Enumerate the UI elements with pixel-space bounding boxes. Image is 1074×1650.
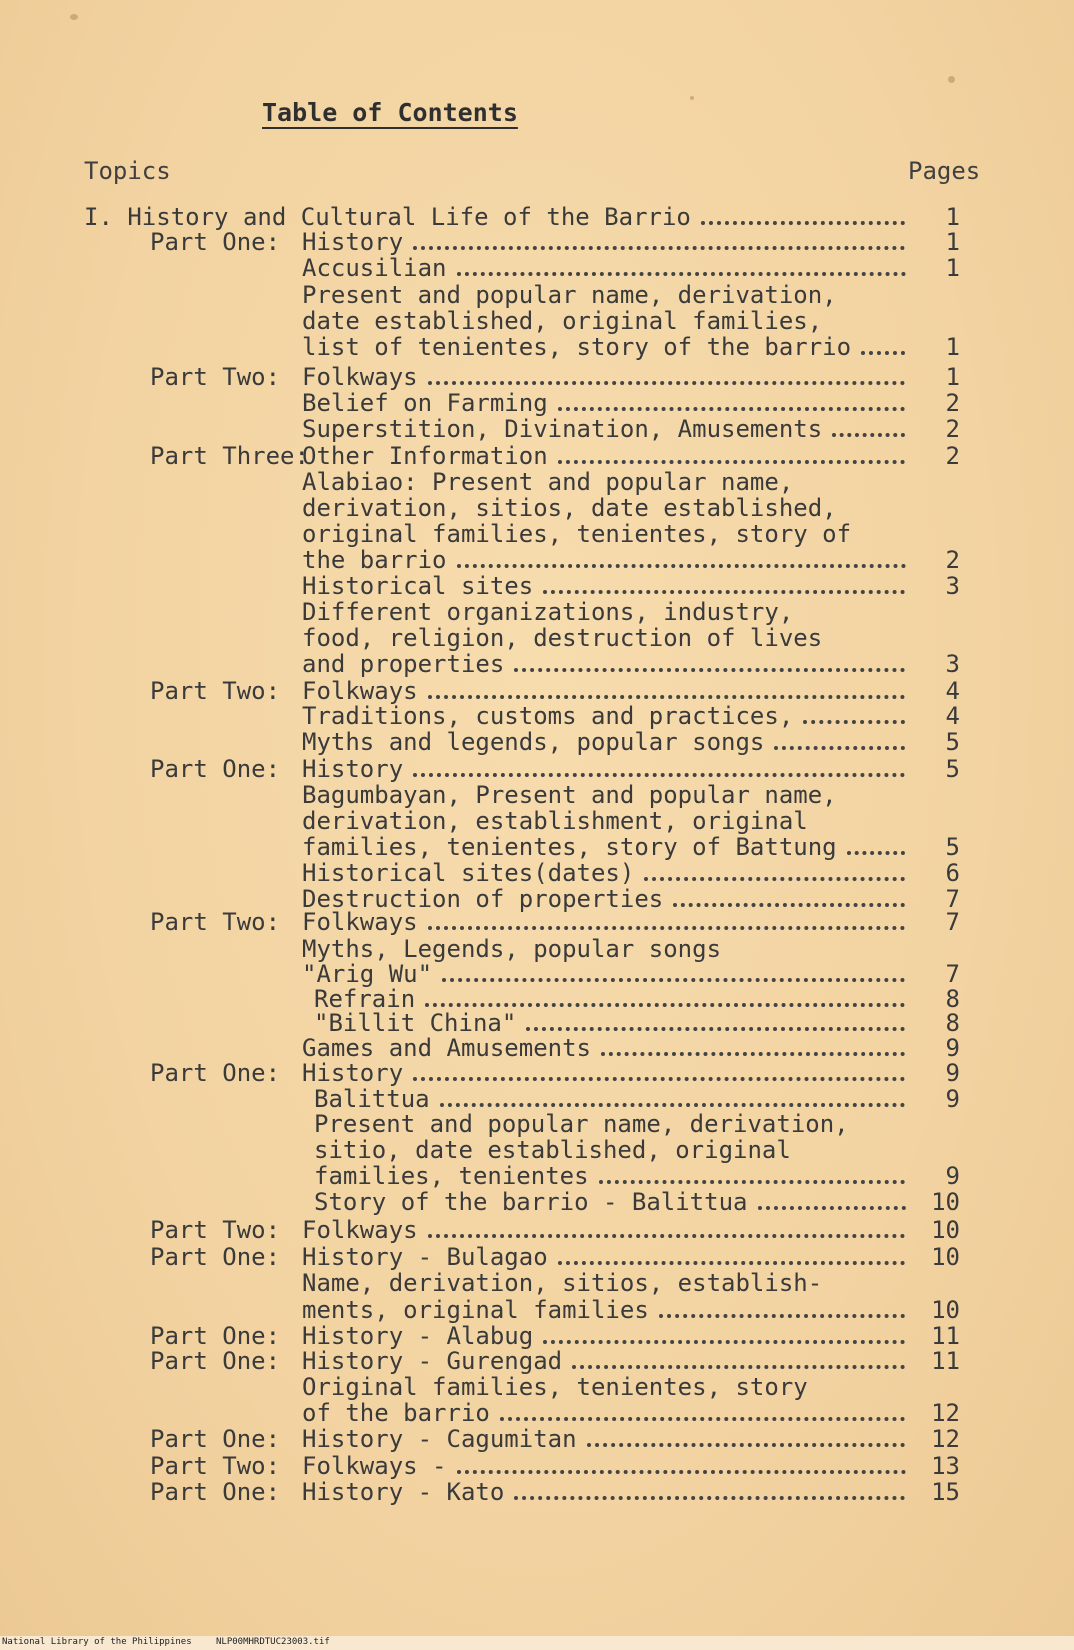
toc-topic: Belief on Farming: [302, 389, 548, 417]
toc-entry: [0, 1244, 1074, 1270]
toc-entry: [0, 1163, 1074, 1189]
toc-entry: [0, 756, 1074, 782]
toc-leader-dots: [413, 767, 905, 777]
toc-page-number: 10: [931, 1188, 960, 1216]
toc-page-number: 13: [931, 1452, 960, 1480]
toc-page-number: 11: [931, 1347, 960, 1375]
toc-entry: [0, 860, 1074, 886]
toc-leader-dots: [514, 1490, 905, 1500]
toc-entry: [0, 909, 1074, 935]
page-title: Table of Contents: [262, 98, 518, 127]
toc-entry: [0, 678, 1074, 704]
toc-leader-dots: [659, 1308, 905, 1318]
toc-entry: [0, 936, 1074, 962]
toc-topic: Present and popular name, derivation,: [314, 1110, 849, 1138]
toc-part-label: Part One:: [150, 755, 281, 783]
toc-leader-dots: [803, 714, 905, 724]
toc-part-label: Part One:: [150, 1243, 281, 1271]
toc-entry: [0, 729, 1074, 755]
toc-leader-dots: [428, 1228, 905, 1238]
toc-topic: Balittua: [314, 1085, 430, 1113]
toc-topic: History - Bulagao: [302, 1243, 548, 1271]
toc-topic: "Arig Wu": [302, 960, 433, 988]
toc-topic: Destruction of properties: [302, 885, 664, 913]
toc-page-number: 5: [945, 833, 960, 861]
toc-entry: [0, 1297, 1074, 1323]
toc-part-label: Part Two:: [150, 908, 281, 936]
toc-topic: Folkways: [302, 1216, 418, 1244]
toc-leader-dots: [673, 897, 905, 907]
toc-topic: date established, original families,: [302, 307, 823, 335]
toc-entry: [0, 229, 1074, 255]
toc-topic: History - Gurengad: [302, 1347, 563, 1375]
toc-topic: I. History and Cultural Life of the Barrio: [84, 203, 691, 231]
toc-topic: Myths, Legends, popular songs: [302, 935, 722, 963]
toc-leader-dots: [847, 845, 905, 855]
toc-entry: [0, 1035, 1074, 1061]
toc-part-label: Part One:: [150, 1322, 281, 1350]
toc-page-number: 1: [945, 203, 960, 231]
toc-leader-dots: [442, 972, 905, 982]
toc-entry: [0, 1086, 1074, 1112]
toc-page-number: 3: [945, 572, 960, 600]
toc-entry: [0, 961, 1074, 987]
toc-page-number: 2: [945, 442, 960, 470]
pages-header: Pages: [908, 157, 981, 185]
footer-file: NLP00MHRDTUC23003.tif: [216, 1637, 330, 1647]
toc-part-label: Part One:: [150, 1059, 281, 1087]
toc-page-number: 9: [945, 1059, 960, 1087]
toc-page-number: 9: [945, 1085, 960, 1113]
toc-topic: ments, original families: [302, 1296, 649, 1324]
toc-leader-dots: [514, 662, 905, 672]
toc-entry: [0, 547, 1074, 573]
toc-page-number: 11: [931, 1322, 960, 1350]
toc-leader-dots: [440, 1097, 905, 1107]
toc-entry: [0, 495, 1074, 521]
toc-leader-dots: [861, 345, 905, 355]
toc-entry: [0, 469, 1074, 495]
toc-part-label: Part One:: [150, 1478, 281, 1506]
toc-topic: Folkways: [302, 677, 418, 705]
toc-page-number: 9: [945, 1162, 960, 1190]
toc-leader-dots: [543, 584, 905, 594]
toc-part-label: Part One:: [150, 1347, 281, 1375]
toc-leader-dots: [457, 558, 906, 568]
toc-topic: Folkways: [302, 363, 418, 391]
toc-topic: History - Kato: [302, 1478, 505, 1506]
toc-topic: derivation, sitios, date established,: [302, 494, 837, 522]
toc-page-number: 1: [945, 333, 960, 361]
toc-topic: Superstition, Divination, Amusements: [302, 415, 823, 443]
toc-entry: [0, 1111, 1074, 1137]
toc-topic: the barrio: [302, 546, 447, 574]
toc-leader-dots: [644, 871, 905, 881]
toc-page-number: 1: [945, 228, 960, 256]
toc-entry: [0, 204, 1074, 230]
topics-header: Topics: [84, 157, 171, 185]
toc-topic: History: [302, 1059, 404, 1087]
toc-entry: [0, 986, 1074, 1012]
toc-page-number: 15: [931, 1478, 960, 1506]
toc-topic: Original families, tenientes, story: [302, 1373, 808, 1401]
toc-topic: Folkways -: [302, 1452, 447, 1480]
toc-leader-dots: [428, 375, 905, 385]
toc-topic: Name, derivation, sitios, establish-: [302, 1269, 823, 1297]
toc-entry: [0, 1189, 1074, 1215]
toc-part-label: Part Two:: [150, 677, 281, 705]
toc-entry: [0, 1060, 1074, 1086]
toc-topic: Refrain: [314, 985, 416, 1013]
toc-entry: [0, 1453, 1074, 1479]
toc-leader-dots: [601, 1046, 905, 1056]
toc-leader-dots: [558, 454, 905, 464]
toc-leader-dots: [774, 740, 905, 750]
toc-leader-dots: [457, 266, 906, 276]
toc-page-number: 4: [945, 702, 960, 730]
toc-part-label: Part Two:: [150, 1452, 281, 1480]
toc-leader-dots: [413, 240, 905, 250]
toc-topic: of the barrio: [302, 1399, 490, 1427]
toc-entry: [0, 334, 1074, 360]
toc-page-number: 2: [945, 546, 960, 574]
toc-leader-dots: [457, 1464, 906, 1474]
toc-page-number: 10: [931, 1296, 960, 1324]
toc-entry: [0, 364, 1074, 390]
toc-entry: [0, 1479, 1074, 1505]
toc-leader-dots: [543, 1334, 905, 1344]
toc-entry: [0, 1400, 1074, 1426]
toc-topic: Alabiao: Present and popular name,: [302, 468, 794, 496]
toc-topic: families, tenientes: [314, 1162, 589, 1190]
footer-library: National Library of the Philippines: [2, 1637, 192, 1647]
footer: [0, 1636, 1074, 1650]
toc-part-label: Part Three:: [150, 442, 309, 470]
toc-part-label: Part Two:: [150, 1216, 281, 1244]
toc-part-label: Part Two:: [150, 363, 281, 391]
toc-page-number: 4: [945, 677, 960, 705]
toc-entry: [0, 1270, 1074, 1296]
toc-topic: derivation, establishment, original: [302, 807, 808, 835]
toc-page-number: 1: [945, 363, 960, 391]
toc-topic: Folkways: [302, 908, 418, 936]
toc-topic: Present and popular name, derivation,: [302, 281, 837, 309]
toc-topic: History - Cagumitan: [302, 1425, 577, 1453]
toc-leader-dots: [832, 427, 905, 437]
toc-page-number: 2: [945, 389, 960, 417]
toc-topic: Traditions, customs and practices,: [302, 702, 794, 730]
toc-topic: and properties: [302, 650, 505, 678]
toc-leader-dots: [701, 215, 905, 225]
toc-page-number: 7: [945, 908, 960, 936]
toc-leader-dots: [428, 920, 905, 930]
toc-entry: [0, 443, 1074, 469]
toc-leader-dots: [526, 1021, 905, 1031]
toc-leader-dots: [425, 997, 905, 1007]
toc-entry: [0, 390, 1074, 416]
toc-page-number: 7: [945, 960, 960, 988]
toc-entry: [0, 416, 1074, 442]
toc-entry: [0, 625, 1074, 651]
toc-entry: [0, 573, 1074, 599]
toc-entry: [0, 651, 1074, 677]
toc-leader-dots: [558, 1255, 905, 1265]
toc-topic: Myths and legends, popular songs: [302, 728, 765, 756]
toc-page-number: 2: [945, 415, 960, 443]
toc-entry: [0, 1137, 1074, 1163]
toc-topic: History: [302, 755, 404, 783]
toc-part-label: Part One:: [150, 1425, 281, 1453]
toc-leader-dots: [572, 1359, 905, 1369]
toc-page-number: 7: [945, 885, 960, 913]
toc-page-number: 8: [945, 1009, 960, 1037]
toc-leader-dots: [500, 1411, 905, 1421]
toc-topic: Accusilian: [302, 254, 447, 282]
toc-entry: [0, 599, 1074, 625]
toc-topic: families, tenientes, story of Battung: [302, 833, 837, 861]
toc-topic: sitio, date established, original: [314, 1136, 791, 1164]
toc-page-number: 12: [931, 1425, 960, 1453]
toc-page-number: 10: [931, 1216, 960, 1244]
toc-entry: [0, 782, 1074, 808]
toc-entry: [0, 1010, 1074, 1036]
toc-page-number: 6: [945, 859, 960, 887]
toc-topic: food, religion, destruction of lives: [302, 624, 823, 652]
toc-topic: Historical sites(dates): [302, 859, 635, 887]
toc-leader-dots: [428, 689, 905, 699]
toc-page-number: 5: [945, 755, 960, 783]
toc-entry: [0, 1217, 1074, 1243]
toc-entry: [0, 255, 1074, 281]
toc-page-number: 8: [945, 985, 960, 1013]
toc-page-number: 9: [945, 1034, 960, 1062]
toc-entry: [0, 703, 1074, 729]
toc-topic: "Billit China": [314, 1009, 517, 1037]
toc-entry: [0, 1323, 1074, 1349]
toc-leader-dots: [587, 1437, 905, 1447]
toc-part-label: Part One:: [150, 228, 281, 256]
toc-page-number: 12: [931, 1399, 960, 1427]
toc-leader-dots: [758, 1200, 906, 1210]
toc-page-number: 3: [945, 650, 960, 678]
toc-leader-dots: [599, 1174, 905, 1184]
toc-topic: Other Information: [302, 442, 548, 470]
toc-leader-dots: [558, 401, 905, 411]
toc-entry: [0, 521, 1074, 547]
toc-entry: [0, 308, 1074, 334]
toc-topic: Historical sites: [302, 572, 534, 600]
toc-entry: [0, 1426, 1074, 1452]
toc-page-number: 1: [945, 254, 960, 282]
toc-topic: Story of the barrio - Balittua: [314, 1188, 748, 1216]
toc-entry: [0, 282, 1074, 308]
toc-topic: list of tenientes, story of the barrio: [302, 333, 852, 361]
toc-topic: History - Alabug: [302, 1322, 534, 1350]
toc-entry: [0, 808, 1074, 834]
toc-entry: [0, 834, 1074, 860]
toc-page-number: 10: [931, 1243, 960, 1271]
toc-topic: original families, tenientes, story of: [302, 520, 852, 548]
toc-topic: History: [302, 228, 404, 256]
toc-entry: [0, 1348, 1074, 1374]
toc-topic: Games and Amusements: [302, 1034, 591, 1062]
toc-leader-dots: [413, 1071, 905, 1081]
toc-page-number: 5: [945, 728, 960, 756]
toc-entry: [0, 1374, 1074, 1400]
toc-topic: Bagumbayan, Present and popular name,: [302, 781, 837, 809]
toc-topic: Different organizations, industry,: [302, 598, 794, 626]
